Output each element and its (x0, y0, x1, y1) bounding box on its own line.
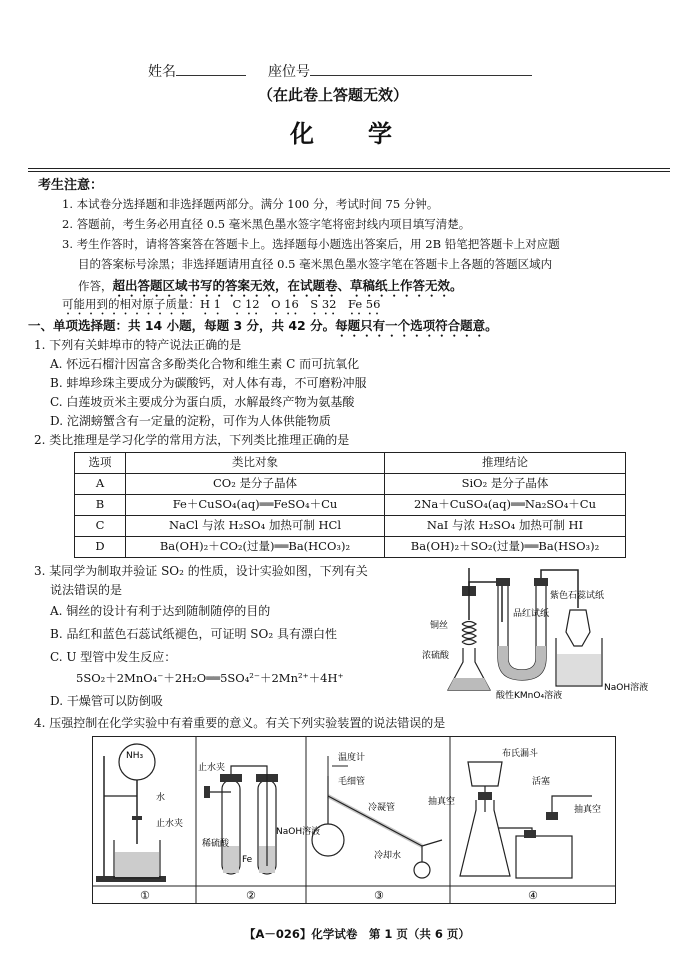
header-cell: 选项 (75, 453, 126, 474)
q2-table (74, 452, 626, 558)
table-cell: 2Na＋CuSO₄(aq)══Na₂SO₄＋Cu (385, 495, 626, 516)
seat-field (268, 62, 532, 84)
q2-stem: 2. 类比推理是学习化学的常用方法，下列类比推理正确的是 (34, 433, 350, 447)
q3-equation: 5SO₂＋2MnO₄⁻＋2H₂O══5SO₄²⁻＋2Mn²⁺＋4H⁺ (76, 671, 344, 685)
label-stopcock: 活塞 (532, 777, 551, 787)
table-header-row (75, 453, 626, 474)
page-footer: 【A－026】化学试卷 第 1 页（共 6 页） (244, 927, 470, 941)
panel-number-4: ④ (528, 889, 538, 902)
label-clamp2: 止水夹 (198, 763, 226, 773)
label-clamp1: 止水夹 (156, 819, 184, 829)
q1-option-d: D. 沱湖螃蟹含有一定量的淀粉，可作为人体供能物质 (50, 414, 331, 428)
label-vacuum2: 抽真空 (574, 805, 602, 815)
label-naoh: NaOH溶液 (604, 683, 649, 693)
table-cell: Fe＋CuSO₄(aq)══FeSO₄＋Cu (126, 495, 385, 516)
q3-option-d: D. 干燥管可以防倒吸 (50, 694, 163, 708)
table-cell: A (75, 474, 126, 495)
table-row (75, 495, 626, 516)
label-capillary: 毛细管 (338, 777, 366, 787)
panel-number-2: ② (246, 889, 256, 902)
panel-number-1: ① (140, 889, 150, 902)
q3-option-b: B. 品红和蓝色石蕊试纸褪色，可证明 SO₂ 具有漂白性 (50, 627, 337, 641)
label-litmus: 紫色石蕊试纸 (550, 591, 605, 601)
table-row (75, 537, 626, 558)
instruction-3-end: 作答，超出答题区域书写的答案无效，在试题卷、草稿纸上作答无效。 (78, 278, 463, 293)
label-coolwater: 冷却水 (374, 851, 402, 861)
table-cell: CO₂ 是分子晶体 (126, 474, 385, 495)
q3-stem-cont: 说法错误的是 (50, 583, 123, 597)
seat-label: 座位号 (268, 64, 310, 80)
u-stopper-left (496, 578, 510, 586)
instructions-heading: 考生注意： (38, 178, 104, 193)
q1-option-b: B. 蚌埠珍珠主要成分为碳酸钙，对人体有毒，不可磨粉冲服 (50, 376, 367, 390)
u-stopper-right (534, 578, 548, 586)
table-cell: NaCl 与浓 H₂SO₄ 加热可制 HCl (126, 516, 385, 537)
header-cell: 类比对象 (126, 453, 385, 474)
page-title: 化 学 (290, 120, 394, 148)
label-h2so4: 稀硫酸 (202, 839, 230, 849)
name-label: 姓名 (148, 64, 176, 80)
table-cell: D (75, 537, 126, 558)
atomic-mass: 可能用到的相对原子质量：H 1 C 12 O 16 S 32 Fe 56 (62, 297, 381, 311)
table-cell: Ba(OH)₂＋SO₂(过量)══Ba(HSO₃)₂ (385, 537, 626, 558)
table-row (75, 516, 626, 537)
instruction-3-cont: 目的答案标号涂黑；非选择题请用直径 0.5 毫米黑色墨水签字笔在答题卡上各题的答题区域内 (78, 257, 553, 271)
bold-warning: 超出答题区域书写的答案无效，在试题卷、草稿纸上作答无效。 (112, 278, 463, 293)
section-heading: 一、单项选择题：共 14 小题，每题 3 分，共 42 分。每题只有一个选项符合题意。 (28, 318, 498, 333)
table-cell: Ba(OH)₂＋CO₂(过量)══Ba(HCO₃)₂ (126, 537, 385, 558)
q3-option-c: C. U 型管中发生反应： (50, 650, 177, 664)
table-cell: NaI 与浓 H₂SO₄ 加热可制 HI (385, 516, 626, 537)
q1-option-c: C. 白莲坡贡米主要成分为蛋白质，水解最终产物为氨基酸 (50, 395, 355, 409)
q4-stem: 4. 压强控制在化学实验中有着重要的意义。有关下列实验装置的说法错误的是 (34, 716, 446, 730)
label-pinhong: 品红试纸 (513, 609, 550, 619)
label-kmno4: 酸性KMnO₄溶液 (496, 691, 563, 701)
label-copper: 铜丝 (430, 621, 449, 631)
q3-option-a: A. 铜丝的设计有利于达到随制随停的目的 (50, 604, 271, 618)
name-field (148, 62, 246, 84)
instruction-1: 1. 本试卷分选择题和非选择题两部分。满分 100 分，考试时间 75 分钟。 (62, 197, 439, 211)
notice: （在此卷上答题无效） (258, 86, 409, 104)
header-cell: 推理结论 (385, 453, 626, 474)
table-cell: C (75, 516, 126, 537)
label-fe: Fe (242, 855, 253, 865)
table-cell: B (75, 495, 126, 516)
label-buchner: 布氏漏斗 (502, 749, 539, 759)
table-row (75, 474, 626, 495)
instruction-2: 2. 答题前，考生务必用直径 0.5 毫米黑色墨水签字笔将密封线内项目填写清楚。 (62, 217, 471, 231)
divider (28, 171, 670, 172)
label-water: 水 (156, 793, 166, 803)
divider (28, 168, 670, 169)
q3-stem: 3. 某同学为制取并验证 SO₂ 的性质，设计实验如图，下列有关 (34, 564, 368, 578)
q3-apparatus-figure (418, 562, 680, 702)
q4-apparatus-figure (92, 736, 616, 904)
q1-option-a: A. 怀远石榴汁因富含多酚类化合物和维生素 C 而可抗氧化 (50, 357, 360, 371)
naoh-liquid (557, 654, 601, 685)
panel-number-3: ③ (374, 889, 384, 902)
label-condenser: 冷凝管 (368, 803, 396, 813)
acid-liquid (448, 678, 490, 690)
q1-stem: 1. 下列有关蚌埠市的特产说法正确的是 (34, 338, 242, 352)
label-vacuum: 抽真空 (428, 797, 456, 807)
label-acid: 浓硫酸 (422, 651, 450, 661)
table-cell: SiO₂ 是分子晶体 (385, 474, 626, 495)
label-thermometer: 温度计 (338, 753, 366, 763)
label-naoh-2: NaOH溶液 (276, 827, 321, 837)
instruction-3: 3. 考生作答时，请将答案答在答题卡上。选择题每小题选出答案后，用 2B 铅笔把答题卡上对应题 (62, 237, 560, 251)
label-nh3: NH₃ (126, 751, 144, 761)
